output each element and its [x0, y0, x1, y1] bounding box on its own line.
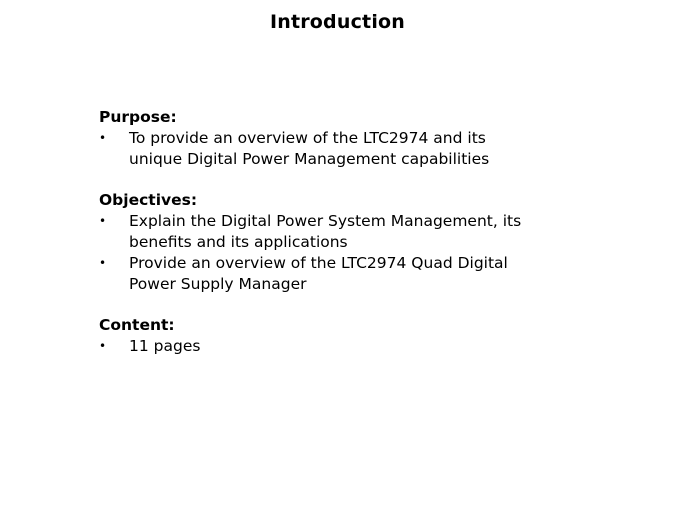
objectives-list [99, 211, 659, 295]
content-section [99, 315, 659, 357]
bullet-line: benefits and its applications [129, 233, 348, 251]
purpose-heading: Purpose: [99, 108, 177, 126]
bullet-icon: • [99, 339, 107, 353]
slide-title: Introduction [269, 11, 406, 33]
objectives-heading: Objectives: [99, 191, 198, 209]
bullet-line: Power Supply Manager [129, 275, 307, 293]
purpose-section [99, 107, 659, 170]
slide-content [99, 107, 659, 377]
bullet-item [99, 211, 659, 253]
bullet-line: 11 pages [129, 337, 201, 355]
bullet-item [99, 336, 659, 357]
bullet-icon: • [99, 214, 107, 228]
bullet-item [99, 253, 659, 295]
bullet-icon: • [99, 256, 107, 270]
objectives-section [99, 190, 659, 295]
bullet-item [99, 128, 659, 170]
bullet-line: To provide an overview of the LTC2974 and its [129, 129, 486, 147]
bullet-line: Provide an overview of the LTC2974 Quad Digital [129, 254, 508, 272]
bullet-line: unique Digital Power Management capabilities [129, 150, 490, 168]
content-list [99, 336, 659, 357]
purpose-list [99, 128, 659, 170]
bullet-icon: • [99, 131, 107, 145]
bullet-line: Explain the Digital Power System Management, its [129, 212, 522, 230]
content-heading: Content: [99, 316, 175, 334]
